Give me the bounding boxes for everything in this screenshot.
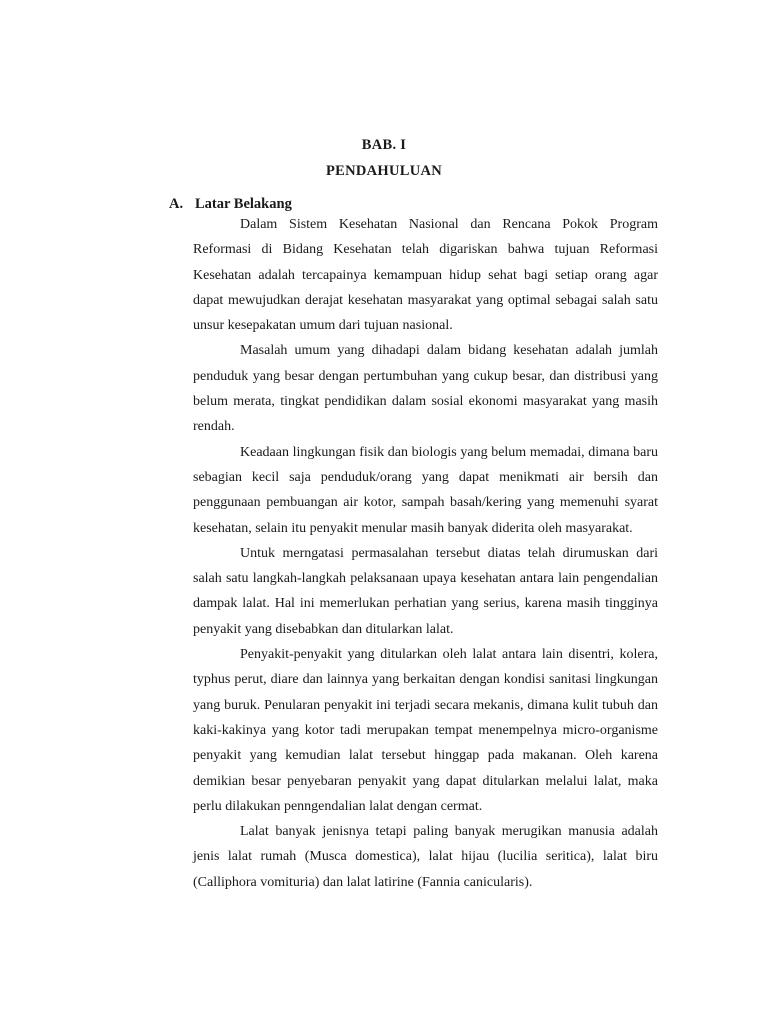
paragraph: Dalam Sistem Kesehatan Nasional dan Rencana Pokok Program Reformasi di Bidang Kesehatan telah digariskan bahwa tujuan Reformasi Kesehatan adalah tercapainya kemampuan hidup sehat bagi setiap orang agar dapat mewujudkan derajat kesehatan masyarakat yang optimal sebagai salah satu unsur kesepakatan umum dari tujuan nasional. — [193, 217, 658, 334]
chapter-number: BAB. I — [361, 137, 407, 153]
paragraph: Keadaan lingkungan fisik dan biologis yang belum memadai, dimana baru sebagian kecil saja penduduk/orang yang dapat menikmati air bersih dan penggunaan pembuangan air kotor, sampah basah/kering yang memenuhi syarat kesehatan, selain itu penyakit menular masih banyak diderita oleh masyarakat. — [193, 444, 658, 536]
section-heading — [169, 196, 292, 213]
paragraph: Masalah umum yang dihadapi dalam bidang kesehatan adalah jumlah penduduk yang besar dengan pertumbuhan yang cukup besar, dan distribusi yang belum merata, tingkat pendidikan dalam sosial ekonomi masyarakat yang masih rendah. — [193, 343, 658, 435]
body-text — [193, 212, 658, 895]
section-letter: A. — [169, 196, 184, 212]
paragraph: Lalat banyak jenisnya tetapi paling banyak merugikan manusia adalah jenis lalat rumah (Musca domestica), lalat hijau (lucilia seritica), lalat biru (Calliphora vomituria) dan lalat latirine (Fannia canicularis). — [193, 824, 658, 890]
paragraph: Penyakit-penyakit yang ditularkan oleh lalat antara lain disentri, kolera, typhus perut, diare dan lainnya yang berkaitan dengan kondisi sanitasi lingkungan yang buruk. Penularan penyakit ini terjadi secara mekanis, dimana kulit tubuh dan kaki-kakinya yang kotor tadi merupakan tempat menempelnya micro-organisme penyakit yang kemudian lalat tersebut hinggap pada makanan. Oleh karena demikian besar penyebaran penyakit yang dapat ditularkan melalui lalat, maka perlu dilakukan penngendalian lalat dengan cermat. — [193, 647, 658, 814]
chapter-title: PENDAHULUAN — [325, 163, 443, 179]
section-title: Latar Belakang — [195, 196, 292, 212]
paragraph: Untuk merngatasi permasalahan tersebut diatas telah dirumuskan dari salah satu langkah-langkah pelaksanaan upaya kesehatan antara lain pengendalian dampak lalat. Hal ini memerlukan perhatian yang serius, karena masih tingginya penyakit yang disebabkan dan ditularkan lalat. — [193, 545, 658, 637]
